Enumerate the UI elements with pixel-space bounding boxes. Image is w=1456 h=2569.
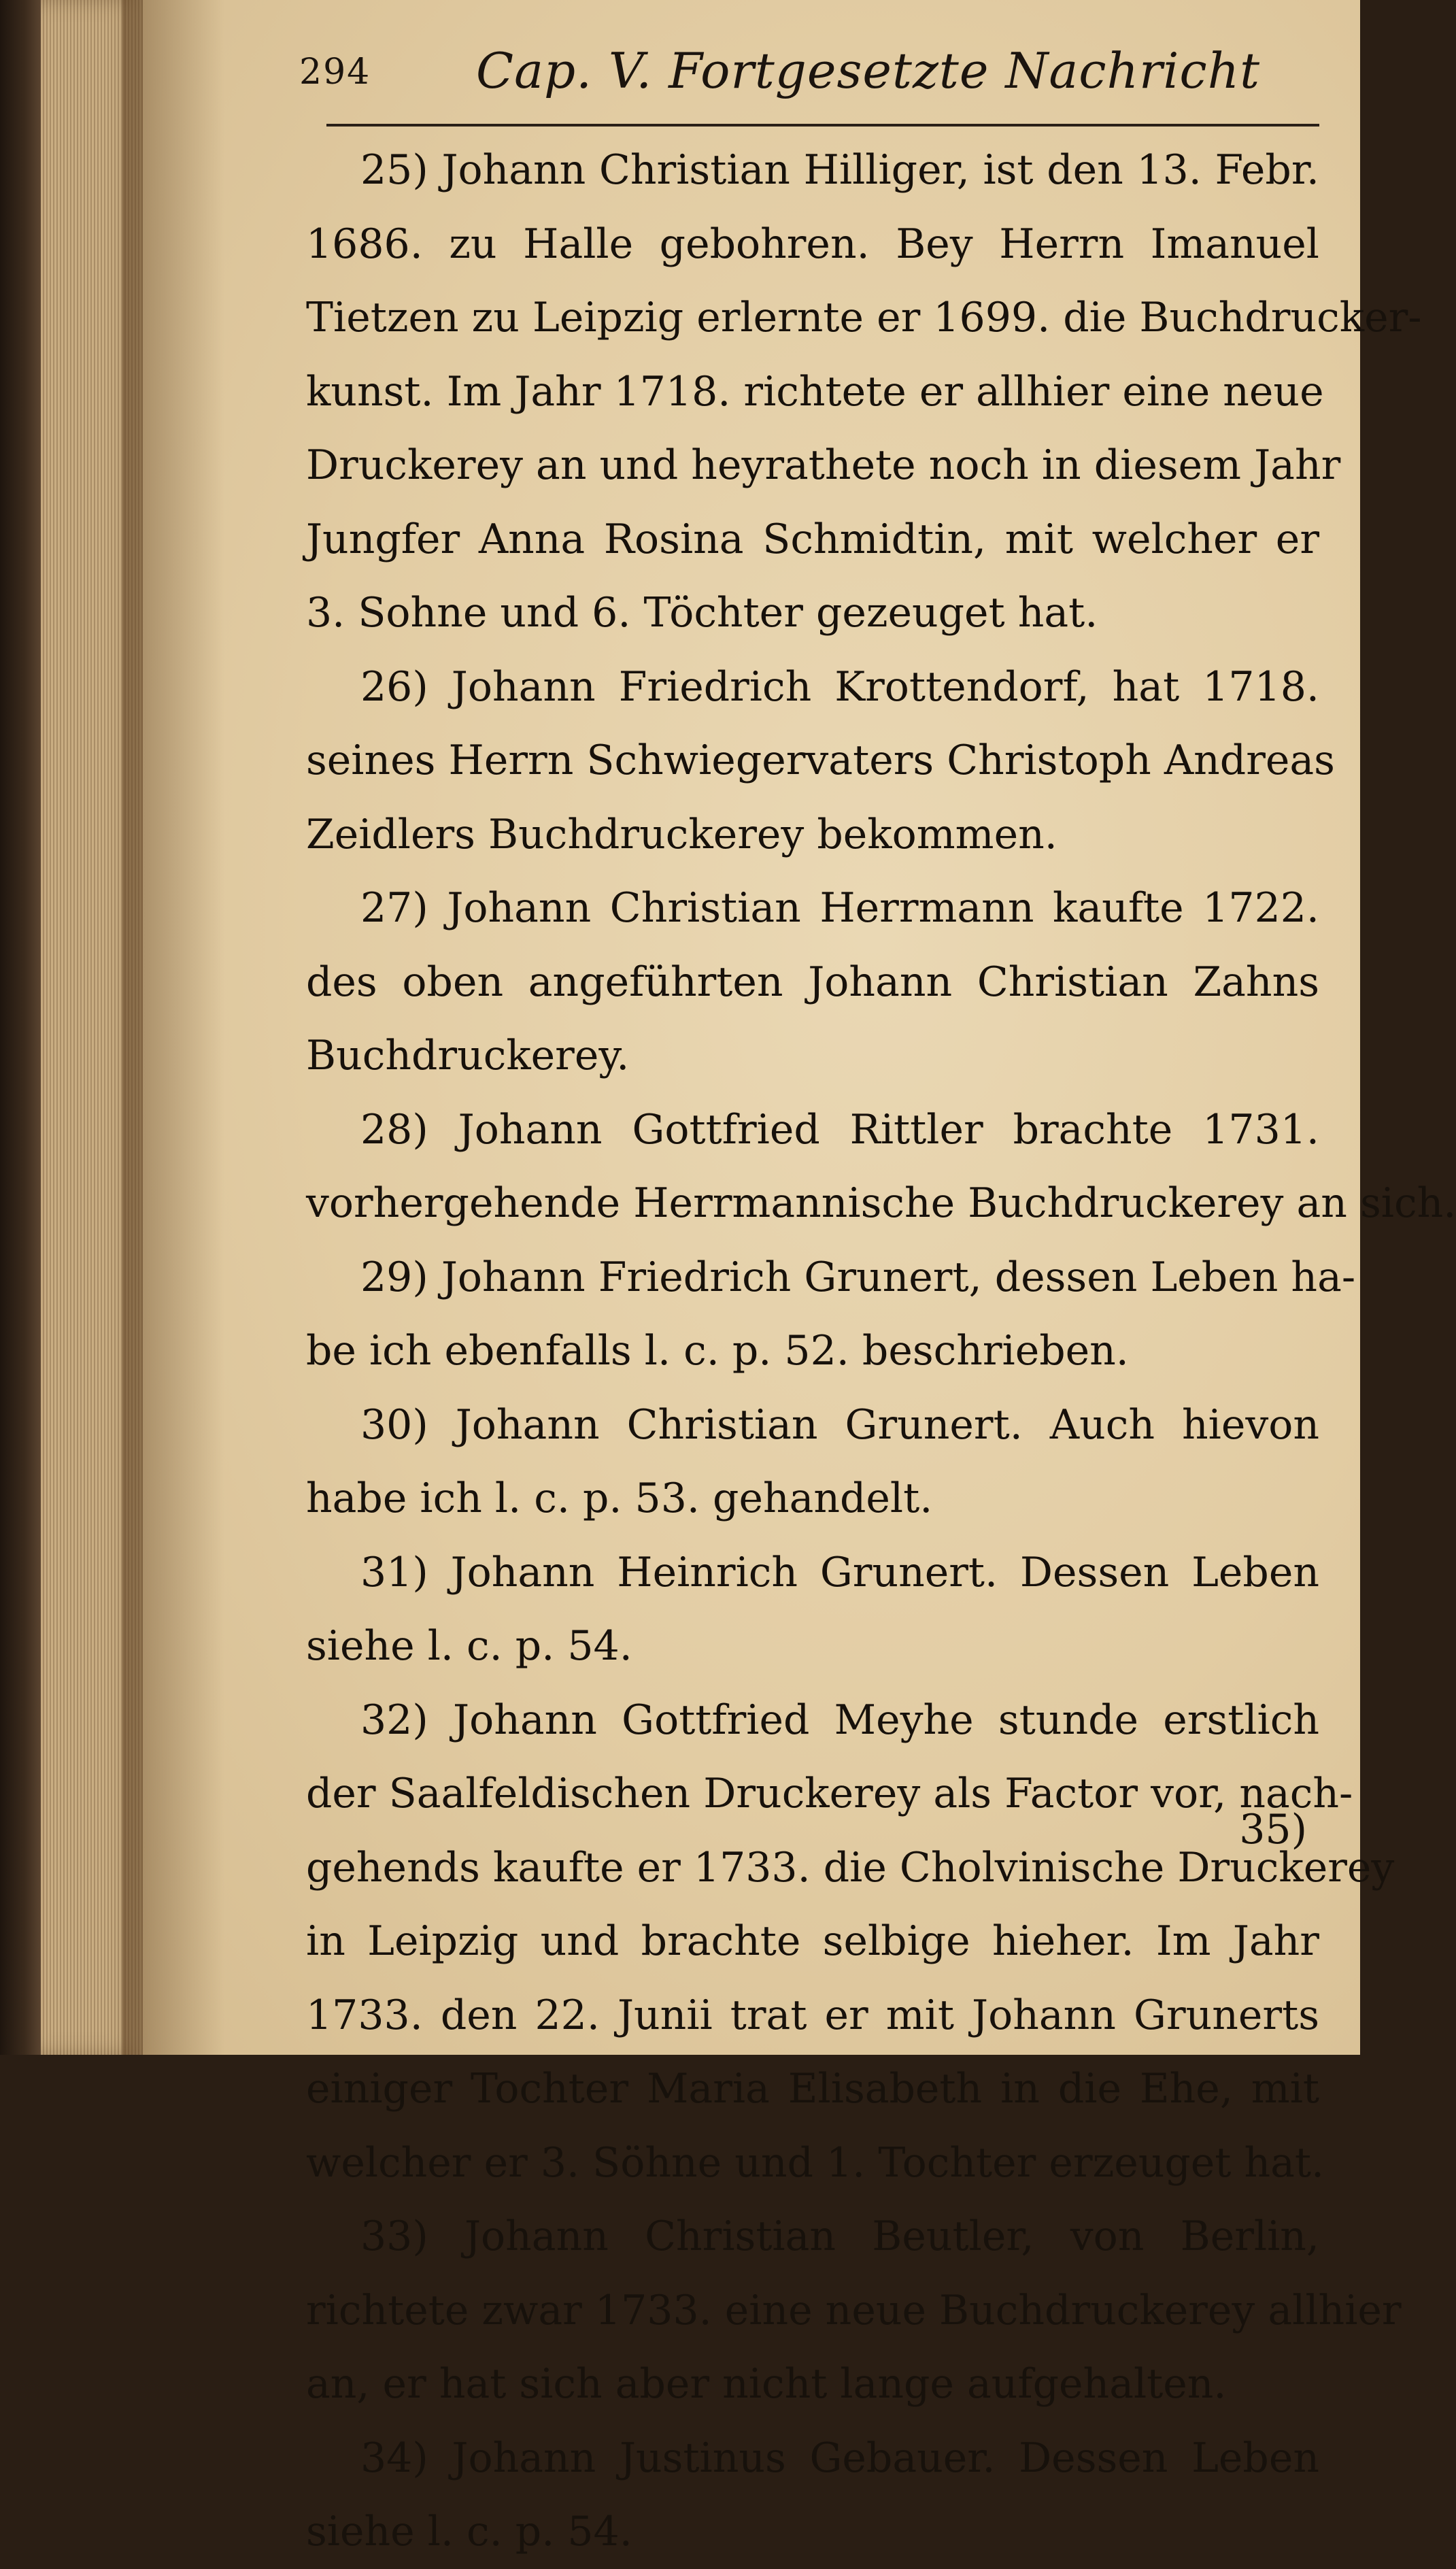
text-line: kunst. Im Jahr 1718. richtete er allhier eine neue — [306, 367, 1324, 416]
text-line: an, er hat sich aber nicht lange aufgehalten. — [306, 2360, 1227, 2408]
text-line: Buchdruckerey. — [306, 1032, 630, 1079]
text-line: 1733. den 22. Junii trat er mit Johann Grunerts — [306, 1991, 1319, 2039]
text-line: 1686. zu Halle gebohren. Bey Herrn Imanuel — [306, 220, 1319, 268]
text-line: 31) Johann Heinrich Grunert. Dessen Leben — [360, 1548, 1319, 1596]
text-line: 30) Johann Christian Grunert. Auch hievon — [360, 1400, 1319, 1449]
text-line: seines Herrn Schwiegervaters Christoph Andreas — [306, 737, 1335, 784]
text-line: 26) Johann Friedrich Krottendorf, hat 1718. — [360, 662, 1319, 711]
page-gutter-shadow — [143, 0, 224, 2055]
text-line: siehe l. c. p. 54. — [306, 2508, 632, 2555]
body-text — [306, 133, 1456, 2569]
header-rule — [326, 124, 1319, 127]
book-spine — [0, 0, 41, 2055]
text-line: in Leipzig und brachte selbige hieher. Im Jahr — [306, 1917, 1319, 1965]
text-line: der Saalfeldischen Druckerey als Factor vor, nach- — [306, 1770, 1353, 1817]
text-line: be ich ebenfalls l. c. p. 52. beschrieben. — [306, 1327, 1129, 1375]
text-line: Tietzen zu Leipzig erlernte er 1699. die Buchdrucker- — [306, 294, 1422, 341]
text-line: 32) Johann Gottfried Meyhe stunde erstlich — [360, 1696, 1319, 1744]
text-line: siehe l. c. p. 54. — [306, 1622, 632, 1670]
text-line: 25) Johann Christian Hilliger, ist den 13. Febr. — [360, 146, 1319, 194]
text-line: 34) Johann Justinus Gebauer. Dessen Leben — [360, 2434, 1319, 2482]
text-line: gehends kaufte er 1733. die Cholvinische Druckerey — [306, 1843, 1395, 1892]
text-line: Druckerey an und heyrathete noch in diesem Jahr — [306, 441, 1341, 489]
text-line: Jungfer Anna Rosina Schmidtin, mit welcher er — [306, 515, 1319, 563]
page-header — [299, 42, 1319, 117]
text-line: einiger Tochter Maria Elisabeth in die Ehe, mit — [306, 2065, 1319, 2113]
running-title: Cap. V. Fortgesetzte Nachricht — [476, 42, 1261, 99]
text-line: 33) Johann Christian Beutler, von Berlin, — [360, 2213, 1319, 2260]
page-number: 294 — [299, 52, 371, 93]
text-line: richtete zwar 1733. eine neue Buchdruckerey allhier — [306, 2286, 1402, 2334]
text-line: 3. Sohne und 6. Töchter gezeuget hat. — [306, 589, 1098, 637]
text-line: des oben angeführten Johann Christian Zahns — [306, 958, 1319, 1006]
text-line: 29) Johann Friedrich Grunert, dessen Leben ha- — [360, 1253, 1356, 1301]
text-line: Zeidlers Buchdruckerey bekommen. — [306, 810, 1057, 858]
text-line: welcher er 3. Söhne und 1. Tochter erzeuget hat. — [306, 2138, 1325, 2187]
text-line: habe ich l. c. p. 53. gehandelt. — [306, 1475, 933, 1522]
text-line: vorhergehende Herrmannische Buchdruckerey an sich. — [306, 1179, 1456, 1227]
text-line: 27) Johann Christian Herrmann kaufte 1722. — [360, 884, 1319, 932]
catchword: 35) — [1239, 1806, 1307, 1853]
text-line: 28) Johann Gottfried Rittler brachte 1731. — [360, 1105, 1319, 1154]
